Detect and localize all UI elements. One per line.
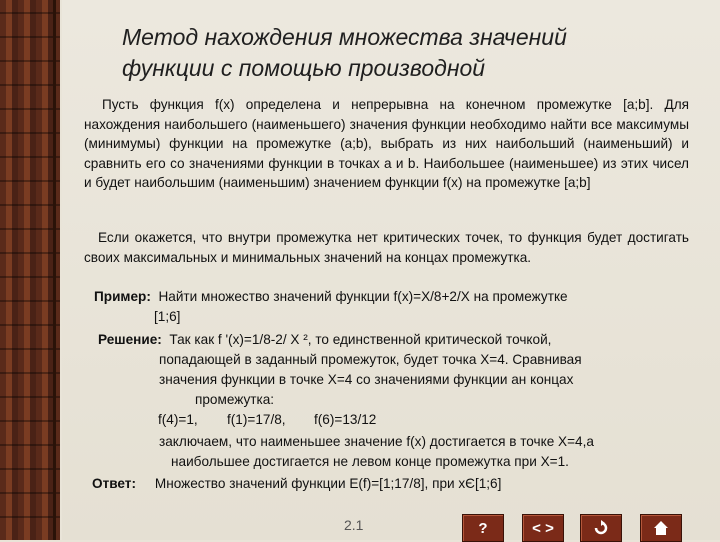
answer-text: Множество значений функции E(f)=[1;17/8], при xЄ[1;6] <box>154 476 502 491</box>
slide-title <box>122 22 712 84</box>
answer-row <box>92 474 501 494</box>
return-icon <box>592 519 610 537</box>
title-line-1: Метод нахождения множества значений <box>122 24 567 50</box>
page-number: 2.1 <box>344 517 364 533</box>
slide <box>62 0 720 540</box>
example-interval: [1;6] <box>154 309 181 324</box>
value-f6: f(6)=13/12 <box>314 412 377 427</box>
solution-label: Решение: <box>98 332 162 347</box>
prev-next-icon: < > <box>532 519 554 537</box>
decorative-side-strip <box>0 0 60 540</box>
home-button[interactable] <box>640 514 682 542</box>
solution-line-1: Так как f '(x)=1/8-2/ X ², то единственной критической точкой, <box>169 332 552 347</box>
conclusion-line-1: заключаем, что наименьшее значение f(x) достигается в точке X=4,а <box>159 434 594 449</box>
answer-label: Ответ: <box>92 476 136 491</box>
help-button[interactable] <box>462 514 504 542</box>
conclusion-line-2: наибольшее достигается не левом конце промежутка при X=1. <box>171 454 569 469</box>
example-row <box>94 287 568 307</box>
help-icon: ? <box>478 519 488 537</box>
solution-line-2: попадающей в заданный промежуток, будет точка X=4. Сравнивая <box>159 352 582 367</box>
example-text: Найти множество значений функции f(x)=X/8+2/X на промежутке <box>158 289 568 304</box>
paragraph-definition: Пусть функция f(x) определена и непрерывна на конечном промежутке [a;b]. Для нахождения наибольшего (наименьшего) значения функции необходимо найти все максимумы (минимумы) функции на промежутке (a;b), выбрать из них наибольший (наименьший) и сравнить его со значениями функции в точках a и b. Наибольшее (наименьшее) из этих чисел и будет наибольшим (наименьшим) значением функции f(x) на промежутке [a;b] <box>84 97 689 191</box>
paragraph-no-critical-points: Если окажется, что внутри промежутка нет критических точек, то функция будет достигать своих максимальных и минимальных значений на концах промежутка. <box>84 230 689 265</box>
return-button[interactable] <box>580 514 622 542</box>
value-f1: f(1)=17/8, <box>227 412 286 427</box>
value-f4: f(4)=1, <box>158 412 198 427</box>
home-icon <box>652 519 670 537</box>
solution-row <box>98 330 551 350</box>
example-label: Пример: <box>94 289 151 304</box>
title-line-2: функции с помощью производной <box>122 55 486 81</box>
solution-line-4: промежутка: <box>195 392 275 407</box>
prev-next-button[interactable] <box>522 514 564 542</box>
solution-line-3: значения функции в точке X=4 со значениями функции ан концах <box>159 372 574 387</box>
